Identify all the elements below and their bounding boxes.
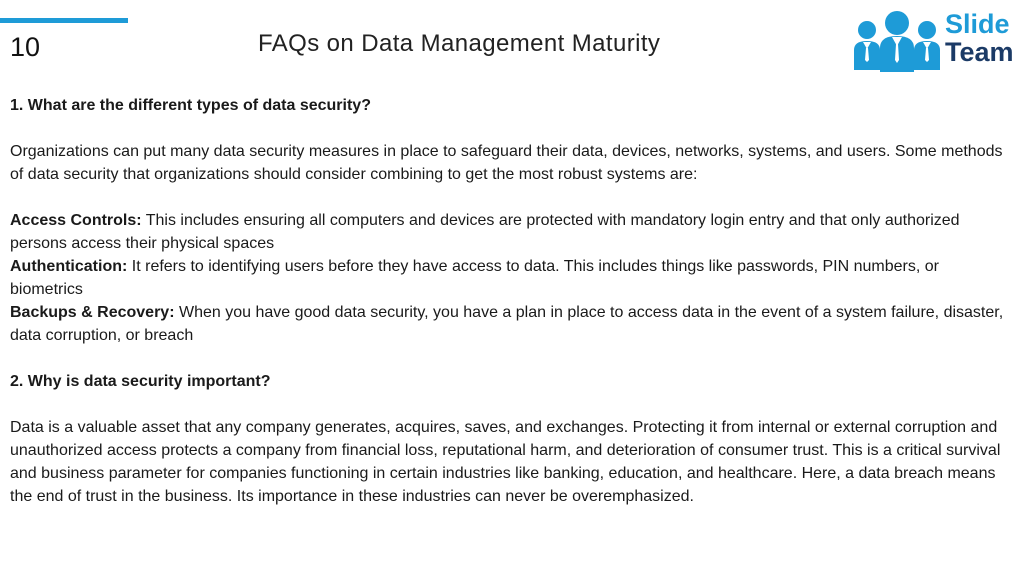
page-number: 10: [10, 32, 41, 62]
faq-question-1: 1. What are the different types of data security?: [10, 97, 371, 114]
slideteam-logo: [852, 8, 1020, 74]
faq-answer-2: Data is a valuable asset that any company generates, acquires, saves, and exchanges. Protecting it from internal or external corruption and unauthorized access protects a company from financial loss, reputational harm, and deterioration of consumer trust. This is a critical survival and business parameter for companies functioning in certain industries like banking, education, and healthcare. Here, a data breach means the end of trust in the business. Its importance in these industries can never be overemphasized.: [10, 419, 1001, 505]
logo-word-slide: Slide: [945, 9, 1010, 39]
text-authentication: It refers to identifying users before they have access to data. This includes things like passwords, PIN numbers, or biometrics: [10, 258, 939, 298]
page-title: FAQs on Data Management Maturity: [258, 30, 661, 57]
people-group-icon: [852, 8, 944, 74]
faq-content: [10, 94, 1014, 508]
term-backups-recovery: Backups & Recovery:: [10, 304, 175, 321]
text-access-controls: This includes ensuring all computers and devices are protected with mandatory login entry and that only authorized persons access their physical spaces: [10, 212, 960, 252]
text-backups-recovery: When you have good data security, you have a plan in place to access data in the event of a system failure, disaster, data corruption, or breach: [10, 304, 1004, 344]
faq-item-backups-recovery: [10, 301, 1014, 347]
spacer: [10, 186, 1014, 209]
accent-bar: [0, 18, 128, 23]
spacer: [10, 347, 1014, 370]
logo-word-team: Team: [945, 37, 1014, 67]
spacer: [10, 117, 1014, 140]
faq-question-2: 2. Why is data security important?: [10, 373, 271, 390]
faq-answer-1-intro: Organizations can put many data security measures in place to safeguard their data, devices, networks, systems, and users. Some methods of data security that organizations should consider combining to get the most robust systems are:: [10, 143, 1003, 183]
faq-item-authentication: [10, 255, 1014, 301]
logo-text: [945, 10, 1014, 66]
term-access-controls: Access Controls:: [10, 212, 142, 229]
spacer: [10, 393, 1014, 416]
faq-item-access-controls: [10, 209, 1014, 255]
term-authentication: Authentication:: [10, 258, 128, 275]
